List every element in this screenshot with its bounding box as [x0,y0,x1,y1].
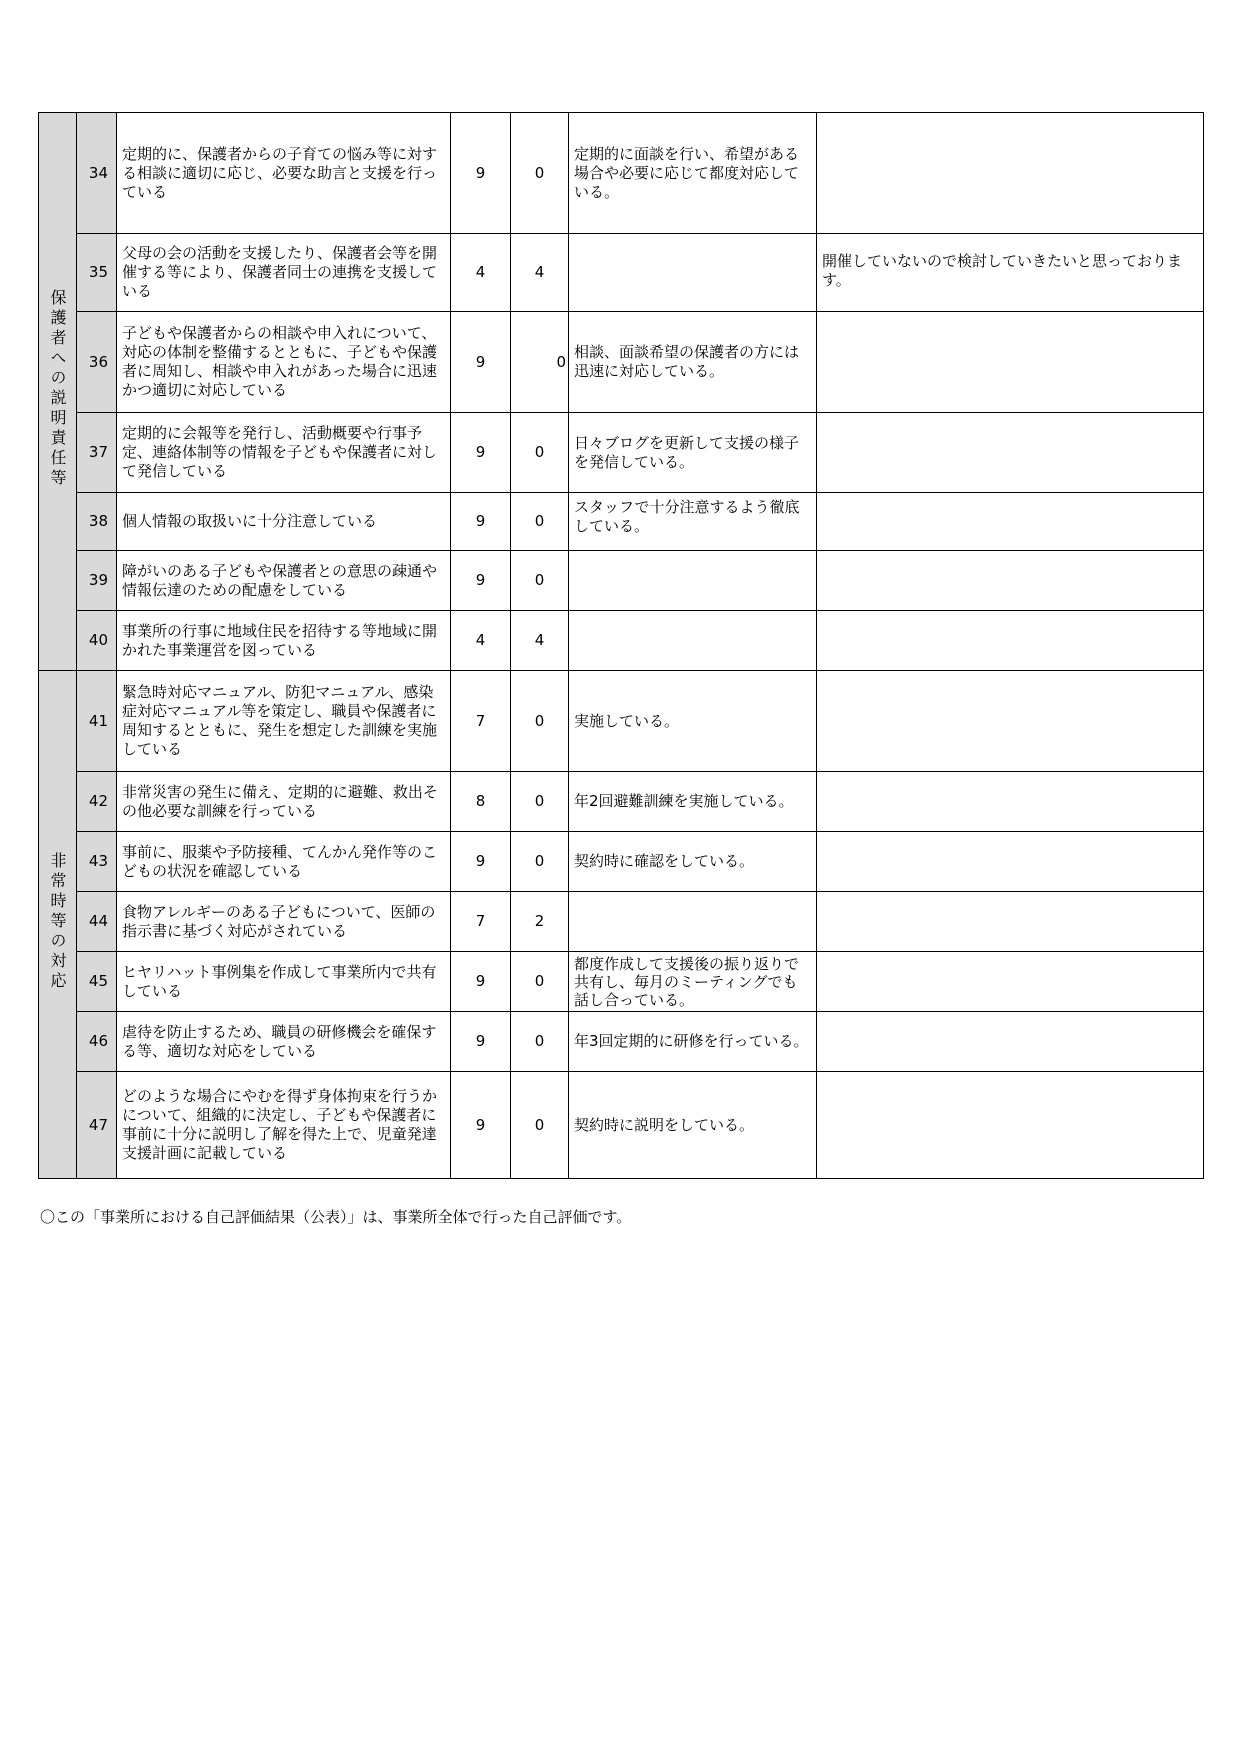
status-text: 実施している。 [569,671,817,772]
status-text: 契約時に確認をしている。 [569,832,817,892]
improve-text [817,611,1204,671]
item-text: ヒヤリハット事例集を作成して事業所内で共有している [117,952,451,1012]
table-row [39,671,1204,772]
table-row [39,892,1204,952]
item-text: 事前に、服薬や予防接種、てんかん発作等のこどもの状況を確認している [117,832,451,892]
yes-count: 9 [451,493,511,551]
no-count: 0 [511,493,569,551]
yes-count: 9 [451,113,511,234]
item-number: 46 [77,1012,117,1072]
item-text: 子どもや保護者からの相談や申入れについて、対応の体制を整備するとともに、子どもや保護者に周知し、相談や申入れがあった場合に迅速かつ適切に対応している [117,312,451,413]
table-row [39,493,1204,551]
improve-text: 開催していないので検討していきたいと思っております。 [817,234,1204,312]
yes-count: 4 [451,234,511,312]
no-count: 0 [511,832,569,892]
status-text: 契約時に説明をしている。 [569,1072,817,1179]
self-evaluation-table [38,112,1204,1179]
table-row [39,413,1204,493]
improve-text [817,772,1204,832]
table-row [39,1012,1204,1072]
table-row [39,551,1204,611]
item-text: 定期的に会報等を発行し、活動概要や行事予定、連絡体制等の情報を子どもや保護者に対して発信している [117,413,451,493]
no-count: 0 [511,312,569,413]
item-number: 38 [77,493,117,551]
yes-count: 9 [451,312,511,413]
no-count: 0 [511,772,569,832]
yes-count: 9 [451,413,511,493]
status-text: 年2回避難訓練を実施している。 [569,772,817,832]
improve-text [817,493,1204,551]
status-text [569,234,817,312]
improve-text [817,671,1204,772]
status-text: 相談、面談希望の保護者の方には迅速に対応している。 [569,312,817,413]
table-row [39,611,1204,671]
table-row [39,952,1204,1012]
improve-text [817,1072,1204,1179]
status-text [569,892,817,952]
category-label: 非常時等の対応 [48,852,67,992]
yes-count: 9 [451,1072,511,1179]
item-number: 34 [77,113,117,234]
category-emergency [39,671,77,1179]
item-number: 39 [77,551,117,611]
item-text: 食物アレルギーのある子どもについて、医師の指示書に基づく対応がされている [117,892,451,952]
improve-text [817,1012,1204,1072]
no-count: 0 [511,551,569,611]
item-text: どのような場合にやむを得ず身体拘束を行うかについて、組織的に決定し、子どもや保護者に事前に十分に説明し了解を得た上で、児童発達支援計画に記載している [117,1072,451,1179]
status-text: 定期的に面談を行い、希望がある場合や必要に応じて都度対応している。 [569,113,817,234]
improve-text [817,113,1204,234]
improve-text [817,892,1204,952]
status-text: スタッフで十分注意するよう徹底している。 [569,493,817,551]
item-text: 障がいのある子どもや保護者との意思の疎通や情報伝達のための配慮をしている [117,551,451,611]
yes-count: 9 [451,551,511,611]
no-count: 2 [511,892,569,952]
improve-text [817,413,1204,493]
table-row [39,312,1204,413]
table-row [39,832,1204,892]
item-text: 事業所の行事に地域住民を招待する等地域に開かれた事業運営を図っている [117,611,451,671]
item-text: 個人情報の取扱いに十分注意している [117,493,451,551]
yes-count: 7 [451,671,511,772]
status-text: 日々ブログを更新して支援の様子を発信している。 [569,413,817,493]
item-text: 非常災害の発生に備え、定期的に避難、救出その他必要な訓練を行っている [117,772,451,832]
yes-count: 9 [451,952,511,1012]
item-number: 36 [77,312,117,413]
item-text: 父母の会の活動を支援したり、保護者会等を開催する等により、保護者同士の連携を支援している [117,234,451,312]
status-text: 年3回定期的に研修を行っている。 [569,1012,817,1072]
item-number: 41 [77,671,117,772]
no-count: 0 [511,413,569,493]
category-label: 保護者への説明責任等 [48,289,67,489]
no-count: 4 [511,234,569,312]
yes-count: 9 [451,832,511,892]
no-count: 0 [511,952,569,1012]
item-number: 47 [77,1072,117,1179]
item-text: 虐待を防止するため、職員の研修機会を確保する等、適切な対応をしている [117,1012,451,1072]
item-number: 45 [77,952,117,1012]
table-row [39,113,1204,234]
footnote: 〇この「事業所における自己評価結果（公表）」は、事業所全体で行った自己評価です。 [40,1208,632,1226]
improve-text [817,551,1204,611]
no-count: 0 [511,113,569,234]
no-count: 0 [511,671,569,772]
improve-text [817,832,1204,892]
item-number: 42 [77,772,117,832]
item-text: 緊急時対応マニュアル、防犯マニュアル、感染症対応マニュアル等を策定し、職員や保護者に周知するとともに、発生を想定した訓練を実施している [117,671,451,772]
table-row [39,1072,1204,1179]
yes-count: 7 [451,892,511,952]
improve-text [817,312,1204,413]
yes-count: 8 [451,772,511,832]
no-count: 0 [511,1072,569,1179]
item-number: 37 [77,413,117,493]
item-text: 定期的に、保護者からの子育ての悩み等に対する相談に適切に応じ、必要な助言と支援を行っている [117,113,451,234]
category-parents [39,113,77,671]
table-row [39,772,1204,832]
no-count: 0 [511,1012,569,1072]
item-number: 35 [77,234,117,312]
yes-count: 4 [451,611,511,671]
status-text [569,611,817,671]
no-count: 4 [511,611,569,671]
status-text: 都度作成して支援後の振り返りで共有し、毎月のミーティングでも話し合っている。 [569,952,817,1012]
improve-text [817,952,1204,1012]
item-number: 43 [77,832,117,892]
yes-count: 9 [451,1012,511,1072]
status-text [569,551,817,611]
item-number: 44 [77,892,117,952]
table-row [39,234,1204,312]
item-number: 40 [77,611,117,671]
